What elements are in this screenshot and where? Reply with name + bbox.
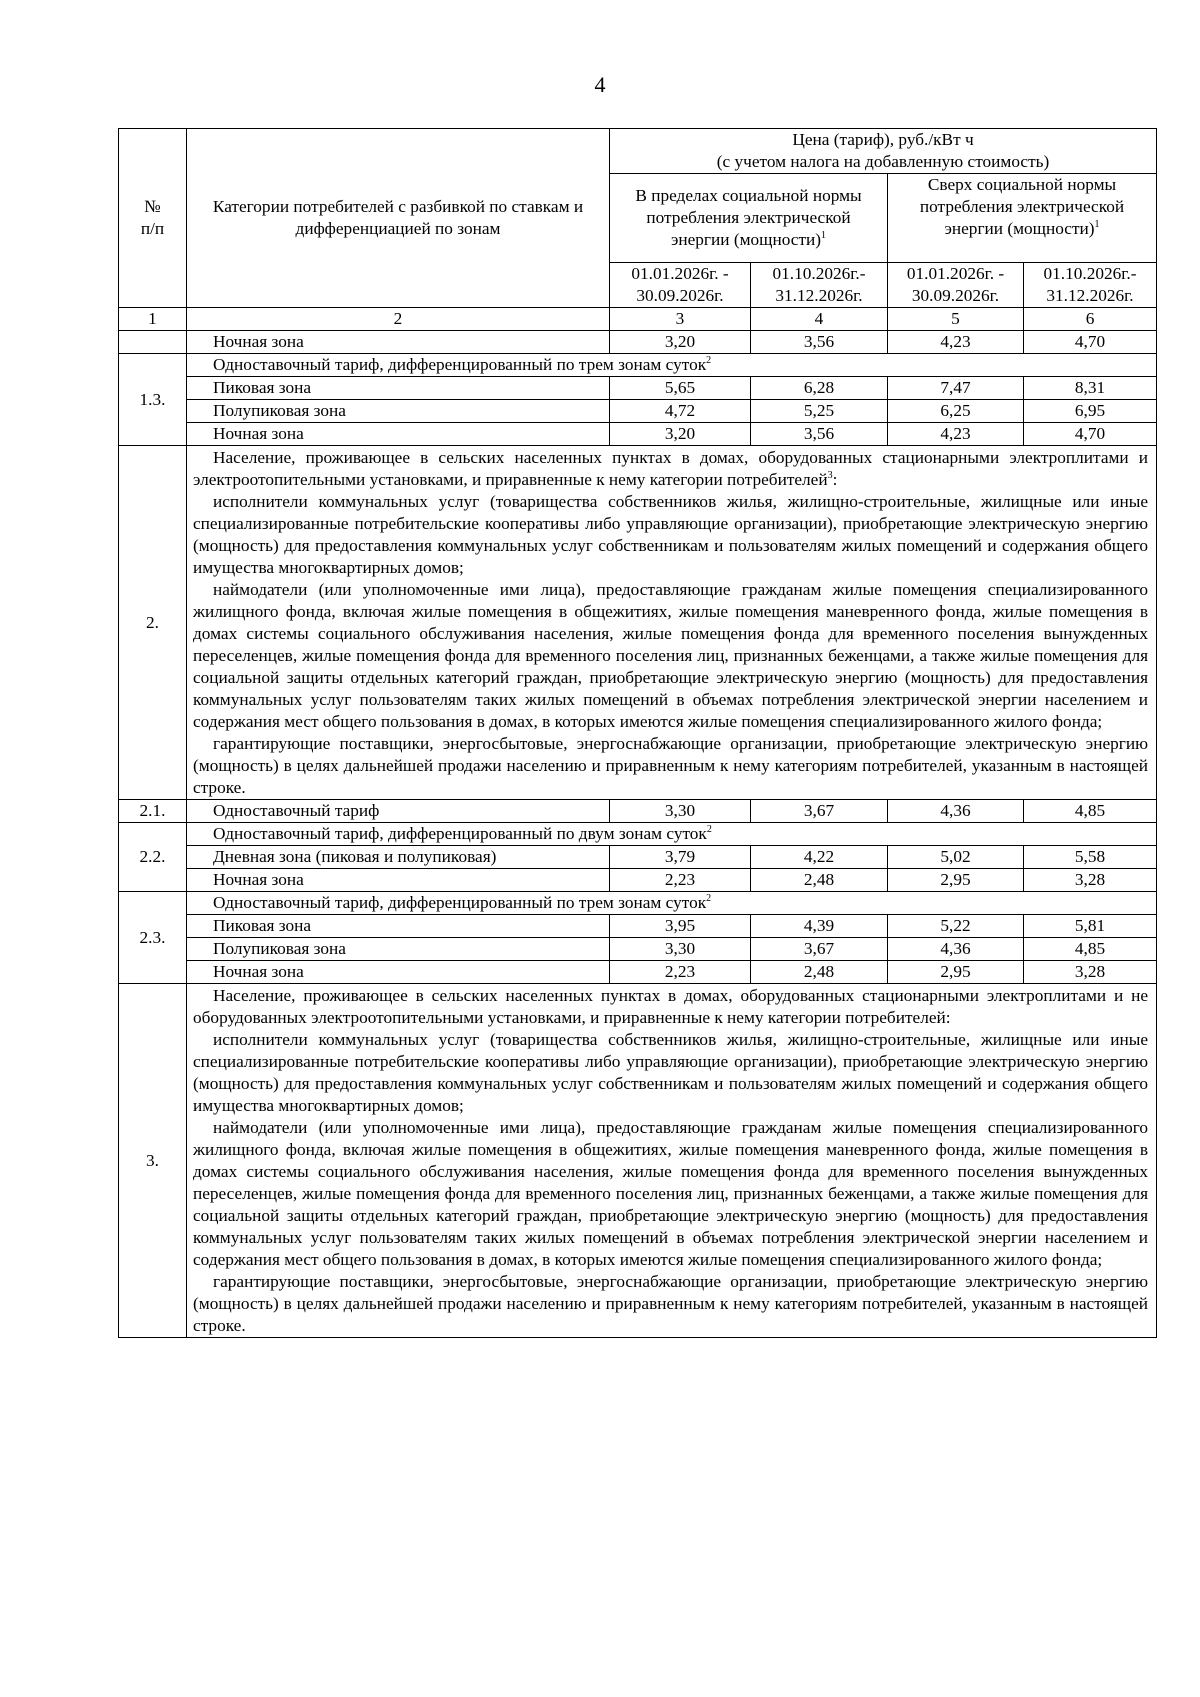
value-cell: 3,30 <box>610 800 751 823</box>
period-cell: 01.10.2026г.- 31.12.2026г. <box>1024 263 1157 308</box>
table-row <box>119 915 1157 938</box>
table-row <box>119 377 1157 400</box>
column-number: 3 <box>610 308 751 331</box>
tariff-table <box>118 128 1157 1338</box>
value-cell: 5,22 <box>888 915 1024 938</box>
paragraph: Население, проживающее в сельских населенных пунктах в домах, оборудованных стационарными электроплитами и не оборудованных электроотопительными установками, и приравненные к нему категории потребителей: <box>193 986 1149 1027</box>
value-cell: 4,23 <box>888 423 1024 446</box>
footnote-mark: 2 <box>706 893 712 905</box>
column-number: 1 <box>119 308 187 331</box>
paragraph: исполнители коммунальных услуг (товарищества собственников жилья, жилищно-строительные, жилищные или иные специализированные потребительские кооперативы либо управляющие организации), приобретающие электрическую энергию (мощность) для предоставления коммунальных услуг собственникам и пользователям жилых помещений и содержания общего имущества многоквартирных домов; <box>193 492 1149 577</box>
row-num: 1.3. <box>119 354 187 446</box>
header-above-norm: Сверх социальной нормы потребления электрической энергии (мощности)$^1$ <box>888 174 1157 263</box>
row-num: 2.3. <box>119 892 187 984</box>
value-cell: 2,95 <box>888 869 1024 892</box>
value-cell: 4,85 <box>1024 800 1157 823</box>
row-num-empty <box>119 331 187 354</box>
value-cell: 2,48 <box>751 869 888 892</box>
period-cell: 01.10.2026г.- 31.12.2026г. <box>751 263 888 308</box>
footnote-mark: 1 <box>1094 219 1100 231</box>
header-num-line1: № <box>144 197 161 216</box>
page-number: 4 <box>594 72 606 97</box>
section-text <box>187 984 1157 1338</box>
value-cell: 3,30 <box>610 938 751 961</box>
value-cell: 2,23 <box>610 961 751 984</box>
table-row <box>119 400 1157 423</box>
value-cell: 5,81 <box>1024 915 1157 938</box>
paragraph: наймодатели (или уполномоченные ими лица), предоставляющие гражданам жилые помещения специализированного жилищного фонда, включая жилые помещения в общежитиях, жилые помещения маневренного фонда, жилые помещения в домах системы социального обслуживания населения, жилые помещения фонда для временного поселения вынужденных переселенцев, жилые помещения фонда для временного поселения лиц, признанных беженцами, а также жилые помещения для социальной защиты отдельных категорий граждан, приобретающие электрическую энергию (мощность) для предоставления коммунальных услуг пользователям таких жилых помещений в объемах потребления электрической энергии населением и содержания мест общего пользования в домах, в которых имеются жилые помещения специализированного жилого фонда; <box>193 1118 1149 1269</box>
row-label: Полупиковая зона <box>187 400 610 423</box>
period-cell: 01.01.2026г. - 30.09.2026г. <box>888 263 1024 308</box>
column-number: 6 <box>1024 308 1157 331</box>
value-cell: 3,20 <box>610 423 751 446</box>
section-title-row <box>119 892 1157 915</box>
table-row <box>119 961 1157 984</box>
value-cell: 2,23 <box>610 869 751 892</box>
value-cell: 4,72 <box>610 400 751 423</box>
section-title: Одноставочный тариф, дифференцированный по трем зонам суток$^2$ <box>187 354 1157 377</box>
section-text <box>187 446 1157 800</box>
value-cell: 5,65 <box>610 377 751 400</box>
row-label: Ночная зона <box>187 331 610 354</box>
header-row-1 <box>119 129 1157 174</box>
section-title: Одноставочный тариф, дифференцированный по двум зонам суток$^2$ <box>187 823 1157 846</box>
value-cell: 4,23 <box>888 331 1024 354</box>
value-cell: 7,47 <box>888 377 1024 400</box>
column-number: 5 <box>888 308 1024 331</box>
row-num: 3. <box>119 984 187 1338</box>
value-cell: 3,79 <box>610 846 751 869</box>
paragraph: наймодатели (или уполномоченные ими лица), предоставляющие гражданам жилые помещения специализированного жилищного фонда, включая жилые помещения в общежитиях, жилые помещения маневренного фонда, жилые помещения в домах системы социального обслуживания населения, жилые помещения фонда для временного поселения вынужденных переселенцев, жилые помещения фонда для временного поселения лиц, признанных беженцами, а также жилые помещения для социальной защиты отдельных категорий граждан, приобретающие электрическую энергию (мощность) для предоставления коммунальных услуг пользователям таких жилых помещений в объемах потребления электрической энергии населением и содержания мест общего пользования в домах, в которых имеются жилые помещения специализированного жилого фонда; <box>193 580 1149 731</box>
value-cell: 3,95 <box>610 915 751 938</box>
value-cell: 4,85 <box>1024 938 1157 961</box>
table-row <box>119 869 1157 892</box>
table-row <box>119 938 1157 961</box>
footnote-mark: 2 <box>706 824 712 836</box>
header-price-line2: (с учетом налога на добавленную стоимость) <box>716 152 1050 171</box>
paragraph: Население, проживающее в сельских населенных пунктах в домах, оборудованных стационарными электроплитами и электроотопительными установками, и приравненные к нему категории потребителей$^3$: <box>193 448 1149 489</box>
value-cell: 4,22 <box>751 846 888 869</box>
column-number: 4 <box>751 308 888 331</box>
value-cell: 4,36 <box>888 800 1024 823</box>
section-text-row <box>119 446 1157 800</box>
value-cell: 6,95 <box>1024 400 1157 423</box>
row-num: 2. <box>119 446 187 800</box>
table-row <box>119 846 1157 869</box>
paragraph: исполнители коммунальных услуг (товарищества собственников жилья, жилищно-строительные, жилищные или иные специализированные потребительские кооперативы либо управляющие организации), приобретающие электрическую энергию (мощность) для предоставления коммунальных услуг собственникам и пользователям жилых помещений и содержания общего имущества многоквартирных домов; <box>193 1030 1149 1115</box>
value-cell: 3,20 <box>610 331 751 354</box>
header-num-cell <box>119 129 187 308</box>
value-cell: 4,36 <box>888 938 1024 961</box>
value-cell: 8,31 <box>1024 377 1157 400</box>
row-label: Дневная зона (пиковая и полупиковая) <box>187 846 610 869</box>
row-label: Ночная зона <box>187 961 610 984</box>
row-label: Полупиковая зона <box>187 938 610 961</box>
section-title: Одноставочный тариф, дифференцированный по трем зонам суток$^2$ <box>187 892 1157 915</box>
paragraph: гарантирующие поставщики, энергосбытовые, энергоснабжающие организации, приобретающие электрическую энергию (мощность) в целях дальнейшей продажи населению и приравненным к нему категориям потребителей, указанным в настоящей строке. <box>193 734 1149 797</box>
value-cell: 4,70 <box>1024 331 1157 354</box>
value-cell: 3,28 <box>1024 961 1157 984</box>
value-cell: 6,25 <box>888 400 1024 423</box>
row-label: Пиковая зона <box>187 377 610 400</box>
row-label: Ночная зона <box>187 423 610 446</box>
value-cell: 4,39 <box>751 915 888 938</box>
header-price <box>610 129 1157 174</box>
value-cell: 6,28 <box>751 377 888 400</box>
value-cell: 3,67 <box>751 800 888 823</box>
section-text-row <box>119 984 1157 1338</box>
row-label: Ночная зона <box>187 869 610 892</box>
header-category: Категории потребителей с разбивкой по ставкам и дифференциацией по зонам <box>187 129 610 308</box>
value-cell: 3,28 <box>1024 869 1157 892</box>
value-cell: 5,58 <box>1024 846 1157 869</box>
column-number: 2 <box>187 308 610 331</box>
header-num-line2: п/п <box>140 219 165 238</box>
table-row <box>119 800 1157 823</box>
row-num: 2.2. <box>119 823 187 892</box>
table-row <box>119 423 1157 446</box>
value-cell: 2,48 <box>751 961 888 984</box>
footnote-mark: 1 <box>821 230 827 242</box>
value-cell: 5,02 <box>888 846 1024 869</box>
header-within-norm: В пределах социальной нормы потребления электрической энергии (мощности)$^1$ <box>610 174 888 263</box>
row-label: Одноставочный тариф <box>187 800 610 823</box>
footnote-mark: 3 <box>827 470 833 482</box>
value-cell: 3,56 <box>751 423 888 446</box>
value-cell: 4,70 <box>1024 423 1157 446</box>
column-number-row <box>119 308 1157 331</box>
period-cell: 01.01.2026г. - 30.09.2026г. <box>610 263 751 308</box>
value-cell: 5,25 <box>751 400 888 423</box>
value-cell: 3,56 <box>751 331 888 354</box>
section-title-row <box>119 354 1157 377</box>
value-cell: 3,67 <box>751 938 888 961</box>
paragraph: гарантирующие поставщики, энергосбытовые, энергоснабжающие организации, приобретающие электрическую энергию (мощность) в целях дальнейшей продажи населению и приравненным к нему категориям потребителей, указанным в настоящей строке. <box>193 1272 1149 1335</box>
section-title-row <box>119 823 1157 846</box>
row-label: Пиковая зона <box>187 915 610 938</box>
footnote-mark: 2 <box>706 355 712 367</box>
row-num: 2.1. <box>119 800 187 823</box>
header-price-line1: Цена (тариф), руб./кВт ч <box>792 130 974 149</box>
table-row <box>119 331 1157 354</box>
value-cell: 2,95 <box>888 961 1024 984</box>
